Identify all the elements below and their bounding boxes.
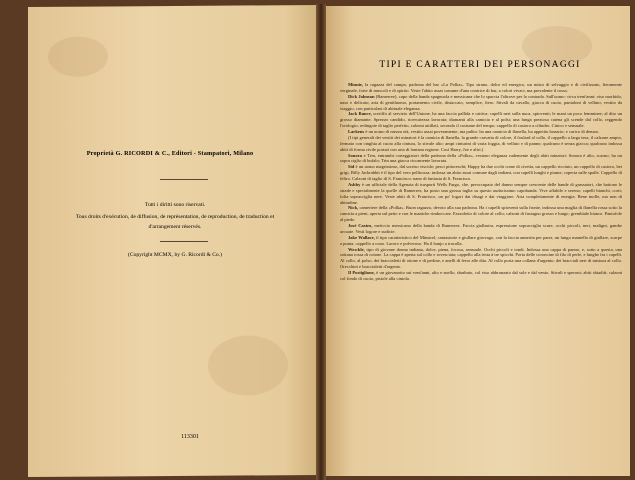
character-description: sceriffo al servizio dell'Unione, ha una faccia pallida e cattiva; capelli neri sulla nuca, spioventi; le mani un poco femminee; al dito un grosso diamante. Sprezzo candido, ricercatezza lavorata; diamanti alla camicia e al polsi; una lunga preziosa catena gli scende dal collo, reggendo l'orologio; redingote di taglio perfetto, calzoni attillati, secondo il costume del tempo; cappello di castoro a cilindro. Cinico e sensuale.	[340, 111, 622, 129]
character-name: Il Postiglione,	[348, 270, 375, 275]
character-name: Wowkle,	[348, 246, 365, 252]
character-name: Ashby	[348, 181, 361, 187]
character-entry	[340, 94, 622, 112]
page-title: TIPI E CARATTERI DEI PERSONAGGI	[379, 60, 581, 70]
character-entry	[340, 223, 622, 235]
character-name: Larkens	[348, 129, 365, 134]
character-description: è un uomo magrissimo, dal sorriso viscido; pesci pittoreschi; Happy ha due occhi come di civetta, un cappello ricciuto, un cappello di castoro, bei grigi, Billy Jackrabbit è il tipo del vero pellirossa: indossa un abito assai comune dagli indiani, con capelli lunghi e piume, coperta sulle spalle. Cappello di feltro. Calzoni di taglio di S. Francisco: nano di fantasia di S. Francisco.	[340, 164, 623, 181]
characters-list	[340, 82, 622, 282]
character-entry	[340, 153, 622, 165]
divider	[160, 241, 208, 242]
character-name: José Castro,	[348, 223, 373, 228]
right-page-content	[322, 6, 630, 476]
character-description: meticcio messicano della banda di Ramerrez. Faccia giallastra, espressione sopracciglia scure, occhi piccoli, neri, maligni, gambe arcuate. Vesti logore e sudicie.	[340, 223, 622, 234]
character-entry	[340, 164, 622, 182]
character-name: Minnie,	[348, 82, 364, 87]
publisher-line: Proprietà G. RICORDI & C., Editori - Stampatori, Milano	[86, 150, 254, 157]
character-name: Nick,	[348, 205, 359, 211]
character-description: (I tipi generali dei vestiti dei minatori è la camicia di flanella, la grande cravatta di colore, il foulard al collo, il cappello a larga tesa, il calzone ampio, fermato con cinghia al cuoio alla cintura, lo stivale alto; ampi cinturini di varia foggia, di velluto e di panno; qualcuno è senza giacca; qualcuno indossa abiti di forma civile portati con aria di lontana regione. Così Harry, Joe e altri.)	[340, 134, 622, 152]
character-description: cameriere della «Polka». Buon ragazzo, devoto alla sua padrona. Ha i capelli spioventi sulla fronte, indossa una maglia di flanella rossa sotto la camicia a pieni, aperta sul petto e con le maniche rimboccate. Fazzoletto di colore al collo; calzoni di fustagno grosso e lungo; grembiale bianco. Pantofole al piede.	[340, 205, 622, 223]
character-name: Jake Wallace,	[348, 234, 375, 240]
character-description: (Ramerrez), capo della banda spagnuola e messicana che lo spaccia l'altrove per la contrada. Sull'uomo: circa trent'anni: viso morbido, naso e delicato; aria di gentiluomo, portamento civile, distaccato, semplice, fiero. Stivali da cavallo, giacca di cuoio, pantaloni di velluto; vestito da viaggio, con particolari di abituale eleganza.	[340, 93, 622, 111]
character-description: è un giovanotto sui vent'anni, alto e snello, sbarbato, col viso abbronzato dal sole e dal vento. Stivali e speroni; abiti sbiaditi; calzoni col fondo di cuoio, pistole alla cintola.	[340, 270, 622, 281]
character-description: è un ufficiale della Agenzia di trasporti Wells Fargo, che, preoccupato del danno sempre crescente delle bande di grassatori, che battono le strade e specialmente la quelle di Ramerrez, ha posto una grossa taglia su questo audacissimo capobanda. Vive affabile e sereno; capelli bianchi, corti; folta sopracciglia nere. Veste abiti di S. Francisco, un po' logori dai disagi e dai viaggiare. Aria completamente di energia. Bene molle, ma non di abitudine.	[340, 181, 623, 205]
character-entry	[340, 182, 622, 206]
rights-international: Tous droits d'exécution, de diffusion, de représentation, de reproduction, de traduction et d'arrangement réservés.	[75, 214, 275, 230]
character-entry	[340, 270, 622, 282]
character-name: Jack Rance,	[348, 111, 372, 117]
rights-notice	[60, 200, 290, 232]
character-description: la ragazza del campo, padrona del bar «La Polka». Tipo strano, dolce ed energico, un misto di selvaggio e di civilizzato, fieramente verginale, forte di muscoli e di spirito. Veste l'abito assai comune d'una contrice di bar, a colori vivaci, ma prevalente il rosso.	[340, 82, 623, 93]
character-entry	[340, 135, 622, 153]
character-description: è un uomo di mezza età, vestito assai poveramente, ma pulito: ha una camicia di flanella, ha appetito bonario; e carico di denaro.	[365, 129, 600, 134]
character-name: Dick Johnson	[348, 93, 375, 99]
copyright-notice: (Copyright MCMX, by G. Ricordi & Co.)	[127, 252, 222, 258]
paper-stain	[48, 36, 108, 76]
character-description: tipo di giovane donna indiana, dolce, piena, focosa, sensuale. Occhi piccoli e tondi. Indossa una cappa di panno, e, sotto a questa, una sottana rossa di cotone. La cappa è aperta sul collo e rovesciata; cappello alla testa à tre spicchi. Porta delle coroncine di filo di perle, e lunghe fra i capelli. Al collo, al polso, dei braccialetti di ottone e di perline, e anelli di ferro alle dita. Al collo porta una collana d'argento; dei bracciali neri di mistura al collo. Orecchini e braccialetti d'argento.	[340, 246, 622, 270]
character-name: Sid	[348, 164, 355, 170]
character-description: il tipo caratteristico del Minstrel, cantastorie e giullare girovago, con la faccia annerita per parer, un lungo mantello di giullare, scarpe a punta, cappello a cono. Lacero e polveroso. Ha il banjo a tracolla.	[340, 234, 622, 246]
paper-stain	[208, 335, 288, 396]
character-name: Sonora	[348, 152, 362, 158]
page-number: 113301	[181, 434, 199, 440]
character-description: e Trin, entrambi corteggiatori della padrona della «Polka», vestono eleganza rudemente degli abiti minatori: Sonora è alto, scarno; ha un sopra ciglio di bufalo; Trin una giacca riccamente lavorata.	[340, 152, 622, 164]
character-entry	[340, 111, 622, 129]
character-entry	[340, 205, 622, 223]
divider	[160, 179, 208, 180]
character-entry	[340, 82, 622, 94]
rights-reserved: Tutti i diritti sono riservati.	[144, 202, 206, 208]
character-entry	[340, 235, 622, 247]
character-entry	[340, 247, 622, 271]
